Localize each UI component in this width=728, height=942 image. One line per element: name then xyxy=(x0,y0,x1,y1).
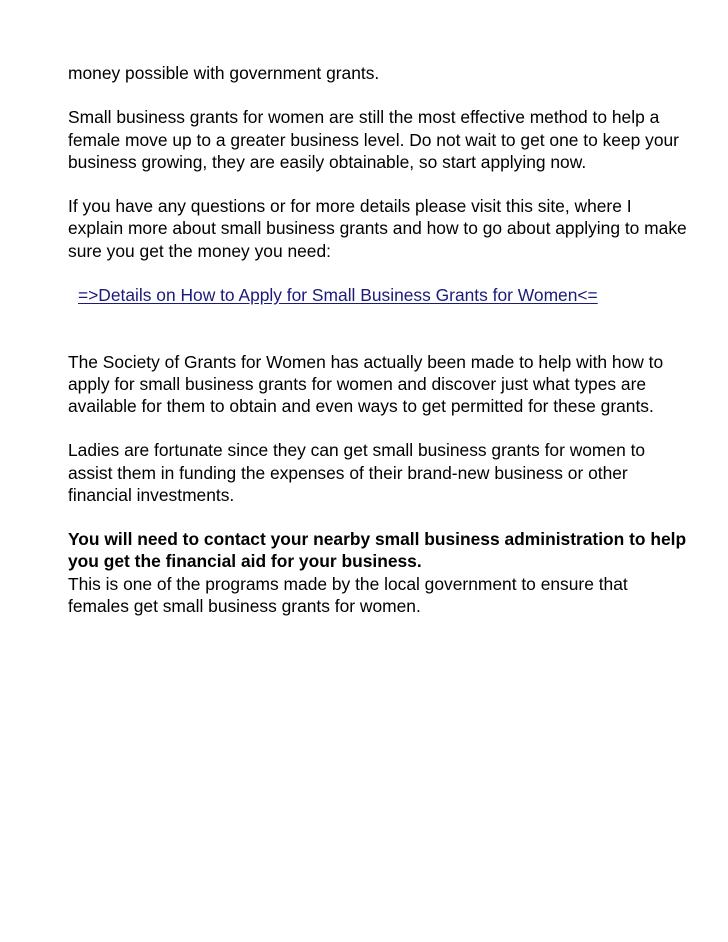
paragraph-ladies: Ladies are fortunate since they can get small business grants for women to assist them in funding the expenses of their brand-new business or other financial investments. xyxy=(68,440,646,505)
details-link[interactable]: =>Details on How to Apply for Small Business Grants for Women<= xyxy=(78,284,598,305)
paragraph-intro: money possible with government grants. xyxy=(68,63,380,83)
link-container xyxy=(68,284,688,306)
paragraph-society: The Society of Grants for Women has actually been made to help with how to apply for small business grants for women and discover just what types are available for them to obtain and even ways to get permitted for these grants. xyxy=(68,351,664,416)
paragraph-effective-method: Small business grants for women are still the most effective method to help a female move up to a greater business level. Do not wait to get one to keep your business growing, they are easily obtainable, so start applying now. xyxy=(68,107,679,172)
paragraph-visit-site: If you have any questions or for more details please visit this site, where I explain more about small business grants and how to go about applying to make sure you get the money you need: xyxy=(68,196,687,261)
paragraph-contact-rest: This is one of the programs made by the local government to ensure that females get small business grants for women. xyxy=(68,573,628,616)
paragraph-contact xyxy=(68,528,688,617)
document-page xyxy=(68,62,688,639)
paragraph-contact-bold: You will need to contact your nearby small business administration to help you get the financial aid for your business. xyxy=(68,529,687,572)
